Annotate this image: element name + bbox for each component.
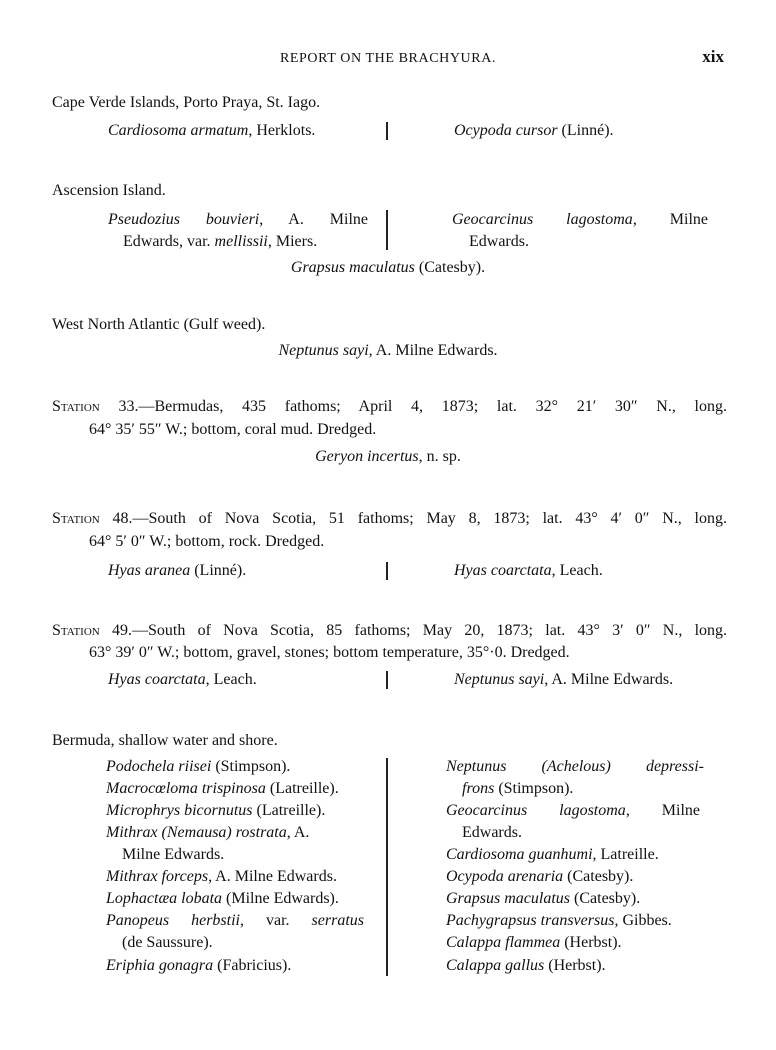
running-title: REPORT ON THE BRACHYURA. [279,51,497,66]
species-grapsus-maculatus: Grapsus maculatus (Catesby). [290,259,486,276]
species-lophactaea-lobata: Lophactæa lobata (Milne Edwards). [106,890,339,907]
column-divider [386,562,388,580]
species-mithrax-nemausa-rostrata-cont: Milne Edwards. [122,846,225,863]
species-cardiosoma-guanhumi: Cardiosoma guanhumi, Latreille. [446,846,659,863]
species-panopeus-herbstii: Panopeus herbstii, var. serratus [106,912,364,929]
station-48-line1: Station 48.—South of Nova Scotia, 51 fathoms; May 8, 1873; lat. 43° 4′ 0″ N., long. [52,510,728,527]
page-number: xix [702,47,724,66]
section-heading-bermuda: Bermuda, shallow water and shore. [52,732,278,749]
species-geocarcinus-lagostoma-cont: Edwards. [462,824,522,841]
species-geryon-incertus: Geryon incertus, n. sp. [315,448,461,465]
station-48-line2: 64° 5′ 0″ W.; bottom, rock. Dredged. [89,533,325,550]
species-grapsus-maculatus-2: Grapsus maculatus (Catesby). [446,890,641,907]
species-hyas-coarctata: Hyas coarctata, Leach. [454,562,603,579]
species-hyas-coarctata-2: Hyas coarctata, Leach. [108,671,257,688]
station-33-line1: Station 33.—Bermudas, 435 fathoms; April 4, 1873; lat. 32° 21′ 30″ N., long. [52,398,728,415]
species-geocarcinus-lagostoma-line2: Edwards. [469,233,529,250]
species-neptunus-achelous-depressifrons-cont: frons (Stimpson). [462,780,574,797]
species-neptunus-achelous-depressifrons: Neptunus (Achelous) depressi- [446,758,704,775]
station-33-line2: 64° 35′ 55″ W.; bottom, coral mud. Dredged. [89,421,377,438]
species-ocypoda-arenaria: Ocypoda arenaria (Catesby). [446,868,634,885]
species-ocypoda-cursor: Ocypoda cursor (Linné). [454,122,614,139]
species-cardiosoma-armatum: Cardiosoma armatum, Herklots. [108,122,316,139]
section-heading-ascension: Ascension Island. [52,182,166,199]
species-eriphia-gonagra: Eriphia gonagra (Fabricius). [106,957,292,974]
species-neptunus-sayi-2: Neptunus sayi, A. Milne Edwards. [454,671,674,688]
species-macrocoeloma-trispinosa: Macrocœloma trispinosa (Latreille). [106,780,339,797]
column-divider [386,758,388,976]
column-divider [386,122,388,140]
section-heading-west-atlantic: West North Atlantic (Gulf weed). [52,316,266,333]
species-geocarcinus-lagostoma-line1: Geocarcinus lagostoma, Milne [452,211,708,228]
column-divider [386,671,388,689]
species-panopeus-herbstii-cont: (de Saussure). [122,934,213,951]
species-mithrax-nemausa-rostrata: Mithrax (Nemausa) rostrata, A. [106,824,310,841]
species-pachygrapsus-transversus: Pachygrapsus transversus, Gibbes. [446,912,672,929]
species-calappa-gallus: Calappa gallus (Herbst). [446,957,606,974]
species-pseudozius-bouvieri-line2: Edwards, var. mellissii, Miers. [123,233,318,250]
species-neptunus-sayi: Neptunus sayi, A. Milne Edwards. [278,342,498,359]
species-hyas-aranea: Hyas aranea (Linné). [108,562,247,579]
species-calappa-flammea: Calappa flammea (Herbst). [446,934,622,951]
section-heading-cape-verde: Cape Verde Islands, Porto Praya, St. Iago. [52,94,321,111]
species-geocarcinus-lagostoma: Geocarcinus lagostoma, Milne [446,802,700,819]
column-divider [386,210,388,250]
species-podochela-riisei: Podochela riisei (Stimpson). [106,758,291,775]
species-microphrys-bicornutus: Microphrys bicornutus (Latreille). [106,802,326,819]
species-mithrax-forceps: Mithrax forceps, A. Milne Edwards. [106,868,337,885]
species-pseudozius-bouvieri-line1: Pseudozius bouvieri, A. Milne [108,211,368,228]
station-49-line2: 63° 39′ 0″ W.; bottom, gravel, stones; bottom temperature, 35°·0. Dredged. [89,644,570,661]
station-49-line1: Station 49.—South of Nova Scotia, 85 fathoms; May 20, 1873; lat. 43° 3′ 0″ N., long. [52,622,728,639]
